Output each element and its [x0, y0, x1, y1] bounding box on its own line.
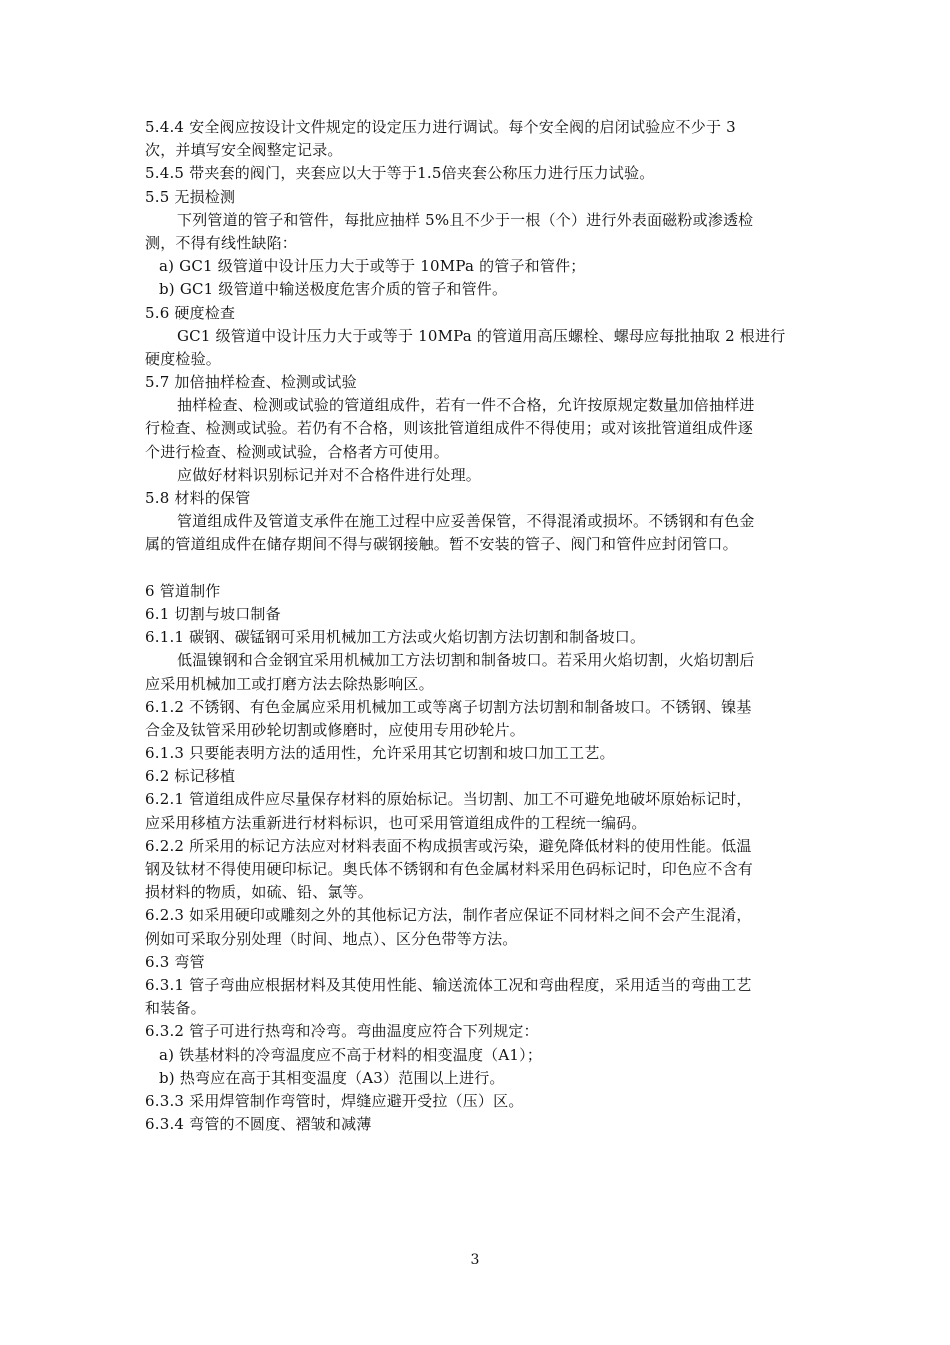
text-line: 6.3.3 采用焊管制作弯管时，焊缝应避开受拉（压）区。 [145, 1091, 524, 1110]
text-line: 硬度检验。 [145, 349, 222, 368]
text-line: 5.4.5 带夹套的阀门，夹套应以大于等于1.5倍夹套公称压力进行压力试验。 [145, 164, 655, 183]
text-line: 行检查、检测或试验。若仍有不合格，则该批管道组成件不得使用；或对该批管道组成件逐 [145, 419, 754, 438]
text-line: 和装备。 [145, 999, 206, 1018]
text-line: 6.1.3 只要能表明方法的适用性，允许采用其它切割和坡口加工工艺。 [145, 744, 615, 763]
text-line: 例如可采取分别处理（时间、地点）、区分色带等方法。 [145, 929, 518, 948]
text-line: 次，并填写安全阀整定记录。 [145, 141, 343, 160]
list-item: a) 铁基材料的冷弯温度应不高于材料的相变温度（A1）； [159, 1045, 543, 1064]
text-line: 6.2.2 所采用的标记方法应对材料表面不构成损害或污染，避免降低材料的使用性能。低温 [145, 836, 752, 855]
document-body [145, 116, 815, 1136]
text-line: 6.3.2 管子可进行热弯和冷弯。弯曲温度应符合下列规定： [145, 1022, 539, 1041]
section-heading: 5.8 材料的保管 [145, 489, 251, 507]
text-line: 下列管道的管子和管件，每批应抽样 5%且不少于一根（个）进行外表面磁粉或渗透检 [177, 210, 754, 229]
list-item: a) GC1 级管道中设计压力大于或等于 10MPa 的管子和管件； [159, 257, 586, 276]
page-number: 3 [470, 1252, 480, 1268]
text-line: 6.2.1 管道组成件应尽量保存材料的原始标记。当切割、加工不可避免地破坏原始标记时， [145, 790, 752, 809]
section-heading: 5.6 硬度检查 [145, 303, 236, 322]
section-heading: 6.1 切割与坡口制备 [145, 604, 281, 623]
text-line: 5.4.4 安全阀应按设计文件规定的设定压力进行调试。每个安全阀的启闭试验应不少于 3 [145, 118, 736, 136]
text-line: 应采用机械加工或打磨方法去除热影响区。 [145, 674, 434, 693]
text-line: 属的管道组成件在储存期间不得与碳钢接触。暂不安装的管子、阀门和管件应封闭管口。 [145, 535, 738, 554]
text-line: 6.1.1 碳钢、碳锰钢可采用机械加工方法或火焰切割方法切割和制备坡口。 [145, 628, 646, 647]
text-line: 6.3.1 管子弯曲应根据材料及其使用性能、输送流体工况和弯曲程度，采用适当的弯曲工艺 [145, 975, 752, 994]
text-line: 低温镍钢和合金钢宜采用机械加工方法切割和制备坡口。若采用火焰切割，火焰切割后 [177, 651, 755, 670]
paragraph-gap [145, 557, 815, 580]
section-heading: 5.7 加倍抽样检查、检测或试验 [145, 373, 357, 392]
text-line: 6.2.3 如采用硬印或雕刻之外的其他标记方法，制作者应保证不同材料之间不会产生混淆， [145, 906, 752, 925]
text-line: 钢及钛材不得使用硬印标记。奥氏体不锈钢和有色金属材料采用色码标记时，印色应不含有 [145, 860, 754, 878]
list-item: b) 热弯应在高于其相变温度（A3）范围以上进行。 [159, 1068, 505, 1087]
text-line: 6.1.2 不锈钢、有色金属应采用机械加工或等离子切割方法切割和制备坡口。不锈钢、镍基 [145, 697, 752, 716]
section-heading: 6.2 标记移植 [145, 767, 236, 786]
text-line: 应做好材料识别标记并对不合格件进行处理。 [177, 465, 482, 484]
text-line: 个进行检查、检测或试验，合格者方可使用。 [145, 442, 450, 461]
text-line: 损材料的物质，如硫、铅、氯等。 [145, 883, 374, 902]
text-line: GC1 级管道中设计压力大于或等于 10MPa 的管道用高压螺栓、螺母应每批抽取 2 根进行 [177, 326, 786, 345]
section-heading: 6.3 弯管 [145, 952, 205, 971]
text-line: 6.3.4 弯管的不圆度、褶皱和减薄 [145, 1115, 372, 1134]
text-line: 管道组成件及管道支承件在施工过程中应妥善保管，不得混淆或损坏。不锈钢和有色金 [177, 512, 755, 531]
section-heading: 5.5 无损检测 [145, 187, 236, 206]
text-line: 测，不得有线性缺陷： [145, 233, 298, 252]
text-line: 应采用移植方法重新进行材料标识，也可采用管道组成件的工程统一编码。 [145, 813, 647, 832]
text-line: 抽样检查、检测或试验的管道组成件，若有一件不合格，允许按原规定数量加倍抽样进 [177, 396, 755, 415]
list-item: b) GC1 级管道中输送极度危害介质的管子和管件。 [159, 280, 508, 299]
text-line: 合金及钛管采用砂轮切割或修磨时，应使用专用砂轮片。 [145, 720, 526, 739]
chapter-heading: 6 管道制作 [145, 581, 221, 600]
